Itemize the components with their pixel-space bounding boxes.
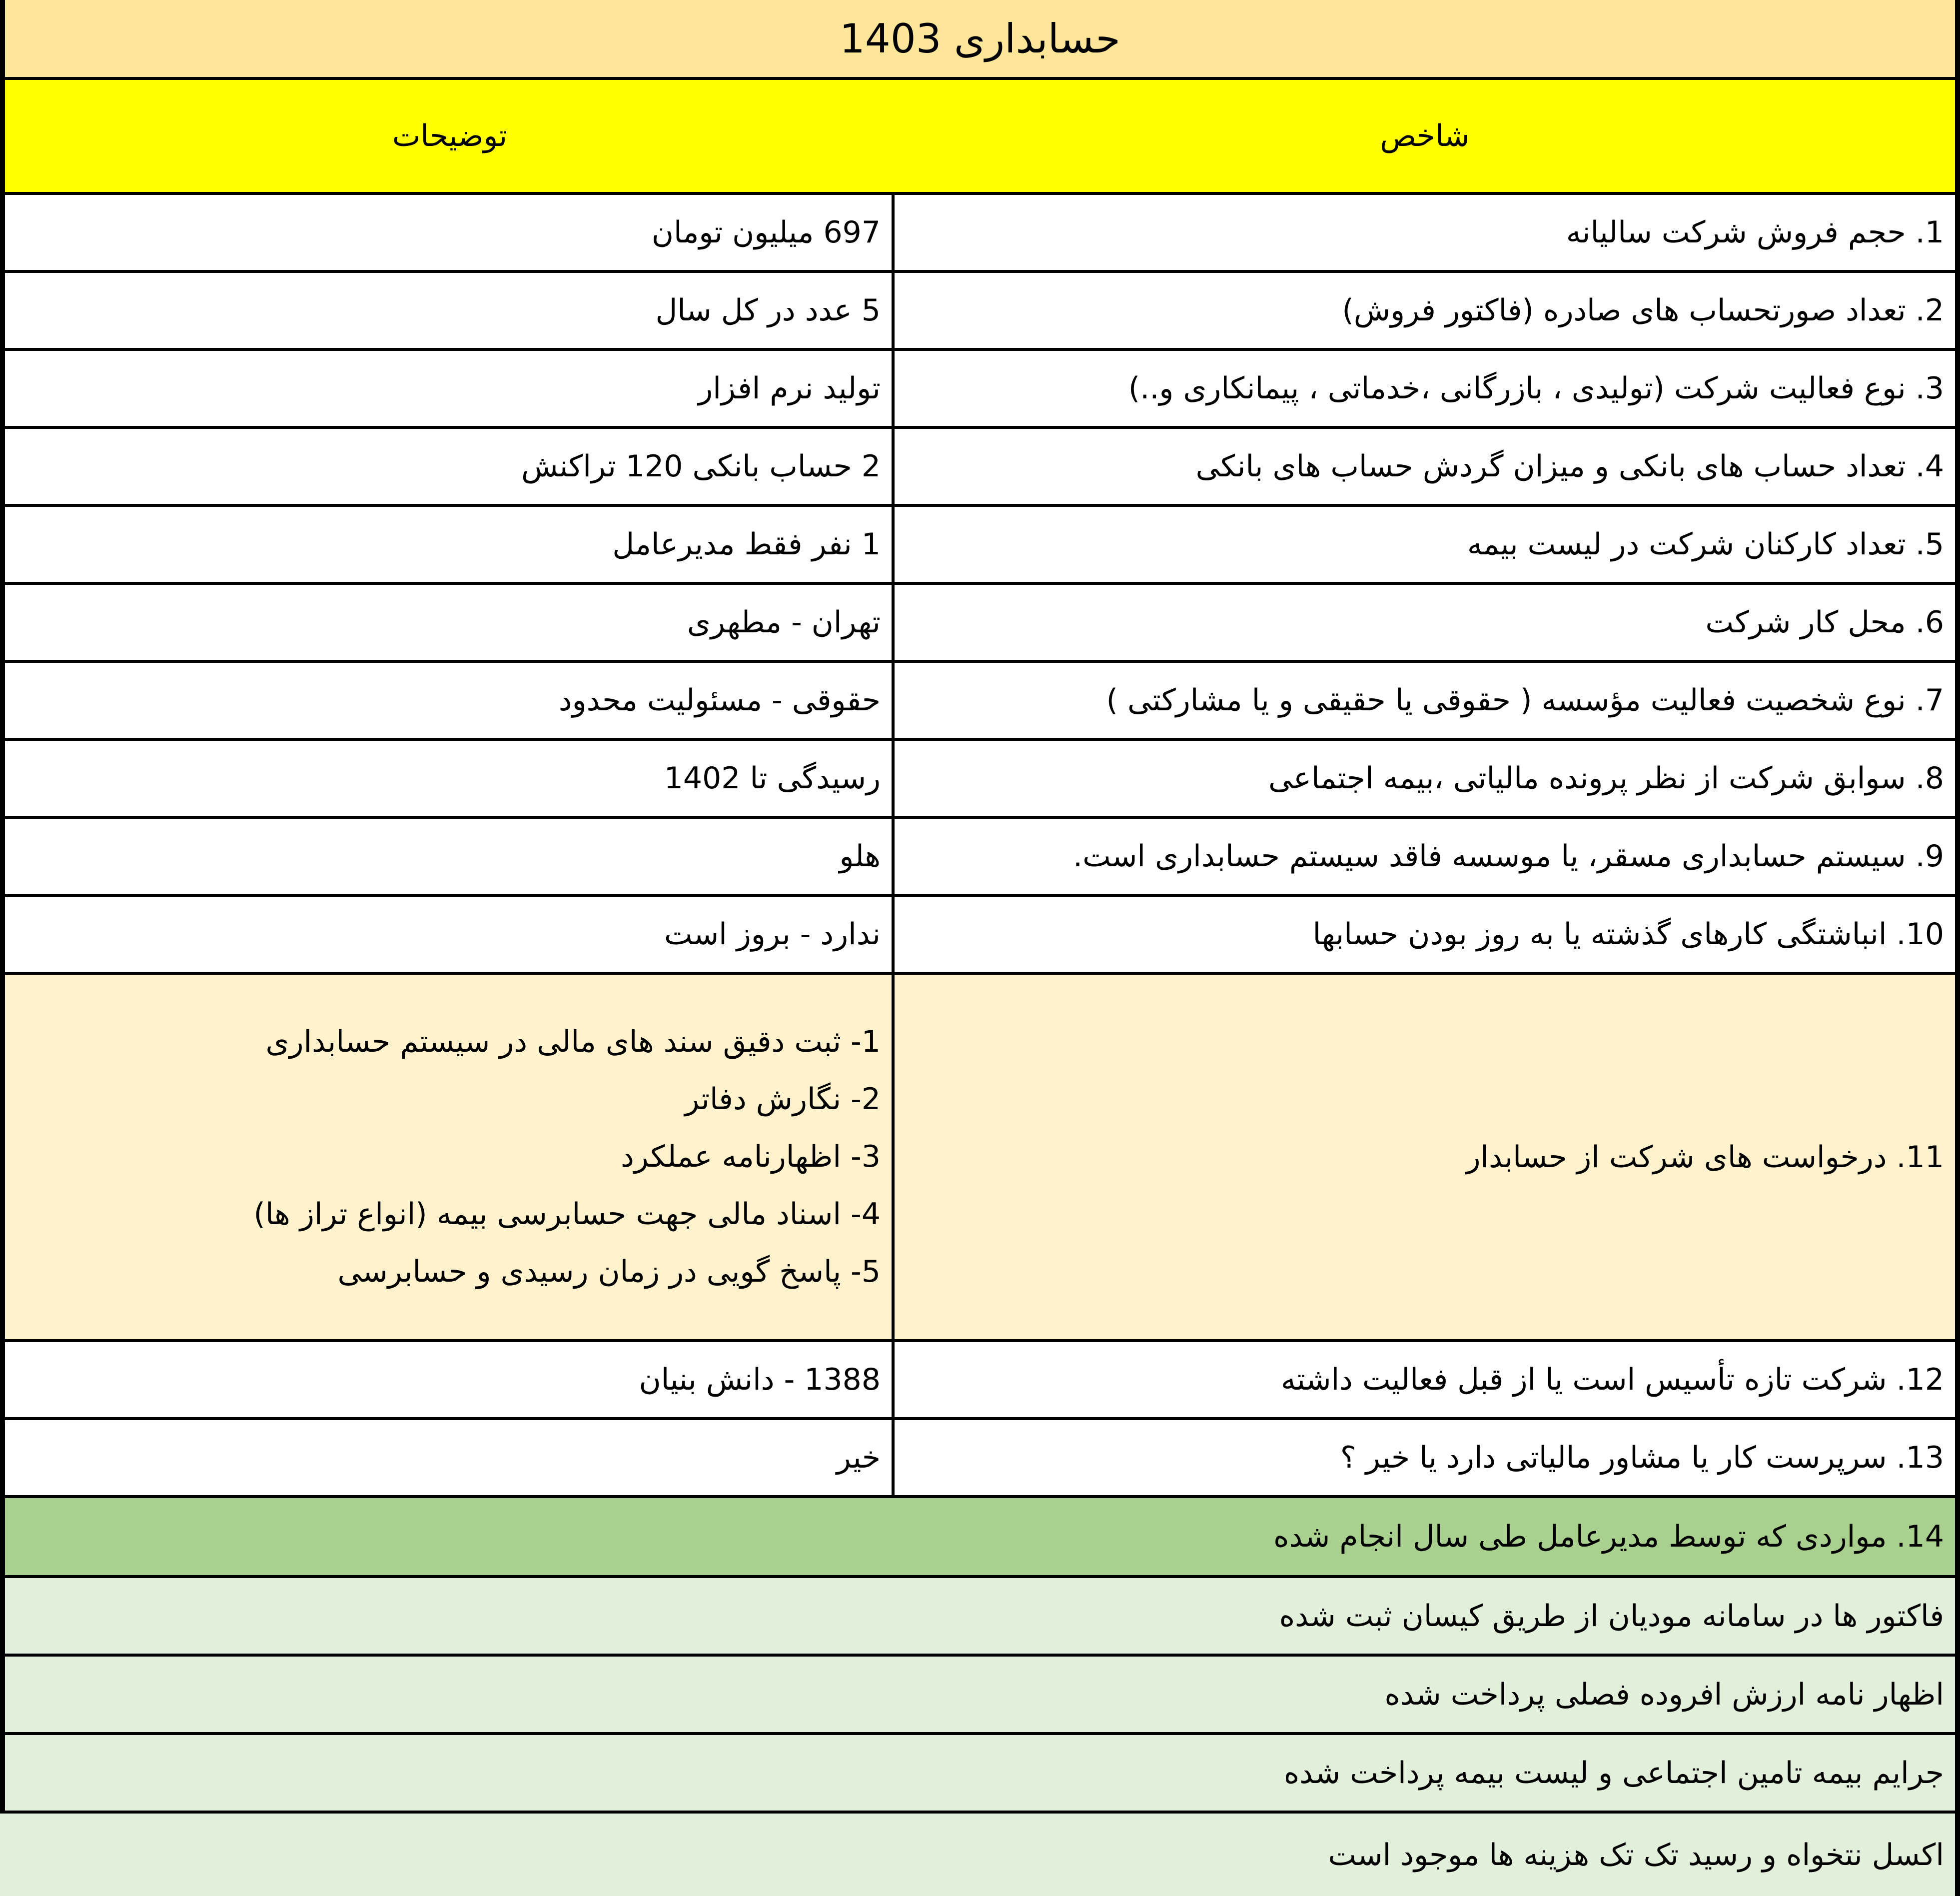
page-title: حسابداری 1403 [840, 15, 1120, 62]
indicator-cell[interactable] [895, 1342, 1960, 1420]
indicator-cell[interactable] [895, 273, 1960, 351]
table-row [0, 897, 1960, 975]
indicator-text: 3. نوع فعالیت شرکت (تولیدی ، بازرگانی ،خدماتی ، پیمانکاری و..) [1128, 371, 1944, 406]
header-description: توضیحات [392, 118, 508, 153]
request-item: 1- ثبت دقیق سند های مالی در سیستم حسابداری [265, 1024, 881, 1059]
indicator-cell[interactable] [895, 195, 1960, 273]
indicator-text: 2. تعداد صورتحساب های صادره (فاکتور فروش) [1342, 293, 1944, 328]
header-indicator: شاخص [1380, 118, 1470, 153]
indicator-text: 11. درخواست های شرکت از حسابدار [1466, 1139, 1944, 1175]
description-text: 5 عدد در کل سال [655, 293, 881, 328]
indicator-text: 1. حجم فروش شرکت سالیانه [1566, 215, 1944, 250]
ceo-heading-text: 14. مواردی که توسط مدیرعامل طی سال انجام شده [1273, 1519, 1944, 1554]
indicator-cell[interactable] [895, 819, 1960, 897]
request-item: 4- اسناد مالی جهت حسابرسی بیمه (انواع تراز ها) [253, 1197, 881, 1232]
description-text: خیر [836, 1440, 881, 1475]
ceo-item[interactable] [0, 1814, 1960, 1896]
description-text: رسیدگی تا 1402 [664, 761, 881, 796]
indicator-text: 6. محل کار شرکت [1705, 605, 1944, 640]
table-row [0, 819, 1960, 897]
description-cell[interactable] [0, 351, 895, 429]
description-cell[interactable] [0, 195, 895, 273]
indicator-text: 9. سیستم حسابداری مسقر، یا موسسه فاقد سیستم حسابداری است. [1073, 839, 1944, 874]
description-cell[interactable] [0, 429, 895, 507]
ceo-item[interactable] [0, 1578, 1960, 1657]
ceo-item-text: اظهار نامه ارزش افروده فصلی پرداخت شده [1384, 1677, 1944, 1712]
title-cell[interactable] [0, 0, 1960, 80]
ceo-item[interactable] [0, 1735, 1960, 1814]
table-row [0, 585, 1960, 663]
indicator-text: 13. سرپرست کار یا مشاور مالیاتی دارد یا خیر ؟ [1340, 1440, 1944, 1475]
description-text: تولید نرم افزار [698, 371, 881, 406]
indicator-cell[interactable] [895, 975, 1960, 1342]
description-text: حقوقی - مسئولیت محدود [558, 683, 881, 718]
indicator-text: 10. انباشتگی کارهای گذشته یا به روز بودن حسابها [1312, 917, 1944, 952]
title-row [0, 0, 1960, 80]
description-cell[interactable] [0, 819, 895, 897]
requests-row [0, 975, 1960, 1342]
ceo-item[interactable] [0, 1657, 1960, 1735]
indicator-cell[interactable] [895, 1420, 1960, 1498]
indicator-cell[interactable] [895, 429, 1960, 507]
request-item: 3- اظهارنامه عملکرد [621, 1139, 881, 1174]
indicator-cell[interactable] [895, 351, 1960, 429]
indicator-text: 4. تعداد حساب های بانکی و میزان گردش حساب های بانکی [1195, 449, 1944, 484]
ceo-section-heading[interactable] [0, 1498, 1960, 1578]
ceo-item-text: اکسل نتخواه و رسید تک تک هزینه ها موجود است [1328, 1837, 1944, 1873]
requests-list[interactable] [0, 975, 895, 1342]
description-cell[interactable] [0, 585, 895, 663]
indicator-text: 5. تعداد کارکنان شرکت در لیست بیمه [1467, 527, 1944, 562]
description-cell[interactable] [0, 507, 895, 585]
indicator-cell[interactable] [895, 507, 1960, 585]
ceo-item-row [0, 1578, 1960, 1657]
header-description-cell[interactable] [0, 80, 895, 195]
ceo-section-heading-row [0, 1498, 1960, 1578]
ceo-item-row [0, 1657, 1960, 1735]
request-item: 5- پاسخ گویی در زمان رسیدی و حسابرسی [337, 1254, 881, 1289]
ceo-item-row [0, 1735, 1960, 1814]
ceo-item-text: فاکتور ها در سامانه مودیان از طریق کیسان ثبت شده [1279, 1598, 1944, 1634]
table-row [0, 507, 1960, 585]
description-text: 1388 - دانش بنیان [639, 1362, 881, 1397]
table-row [0, 195, 1960, 273]
description-cell[interactable] [0, 1420, 895, 1498]
indicator-cell[interactable] [895, 897, 1960, 975]
table-row [0, 1420, 1960, 1498]
description-cell[interactable] [0, 1342, 895, 1420]
header-indicator-cell[interactable] [895, 80, 1960, 195]
description-text: 1 نفر فقط مدیرعامل [612, 527, 881, 562]
table-row [0, 741, 1960, 819]
description-text: 697 میلیون تومان [651, 215, 881, 250]
request-item: 2- نگارش دفاتر [685, 1082, 881, 1117]
indicator-cell[interactable] [895, 663, 1960, 741]
ceo-item-text: جرایم بیمه تامین اجتماعی و لیست بیمه پرداخت شده [1283, 1755, 1944, 1791]
table-row [0, 273, 1960, 351]
table-row [0, 1342, 1960, 1420]
header-row [0, 80, 1960, 195]
indicator-cell[interactable] [895, 585, 1960, 663]
ceo-item-row [0, 1814, 1960, 1896]
description-text: 2 حساب بانکی 120 تراکنش [521, 449, 881, 484]
description-text: ندارد - بروز است [664, 917, 881, 952]
description-cell[interactable] [0, 741, 895, 819]
description-text: تهران - مطهری [687, 605, 881, 640]
table-row [0, 429, 1960, 507]
indicator-cell[interactable] [895, 741, 1960, 819]
description-text: هلو [839, 839, 881, 874]
description-cell[interactable] [0, 897, 895, 975]
indicator-text: 7. نوع شخصیت فعالیت مؤسسه ( حقوقی یا حقیقی و یا مشارکتی ) [1106, 683, 1944, 718]
table-row [0, 351, 1960, 429]
description-cell[interactable] [0, 273, 895, 351]
indicator-text: 12. شرکت تازه تأسیس است یا از قبل فعالیت داشته [1280, 1362, 1944, 1397]
description-cell[interactable] [0, 663, 895, 741]
table-row [0, 663, 1960, 741]
indicator-text: 8. سوابق شرکت از نظر پرونده مالیاتی ،بیمه اجتماعی [1268, 761, 1944, 796]
